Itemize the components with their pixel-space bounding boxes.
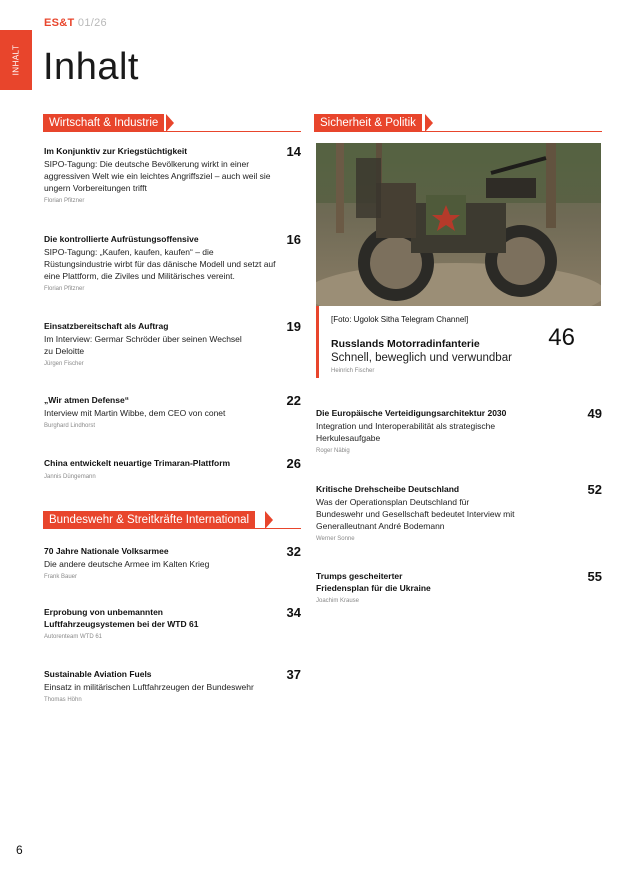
entry-page-number: 14 [286, 144, 301, 159]
entry-subtitle: Interview mit Martin Wibbe, dem CEO von conet [44, 407, 226, 418]
entry-author: Florian Pfitzner [44, 197, 85, 204]
entry-title: Sustainable Aviation Fuels [44, 669, 152, 679]
entry-subtitle: Was der Operationsplan Deutschland für Bundeswehr und Gesellschaft bedeutet Interview mit Generalleutnant André Bodemann [316, 496, 515, 531]
toc-entry[interactable] [44, 669, 294, 705]
section-arrow [265, 511, 273, 529]
entry-subtitle: Einsatz in militärischen Luftfahrzeugen der Bundeswehr [44, 681, 254, 692]
entry-title: Einsatzbereitschaft als Auftrag [44, 321, 169, 331]
entry-page-number: 34 [286, 605, 301, 620]
entry-title: Im Konjunktiv zur Kriegstüchtigkeit [44, 146, 188, 156]
toc-entry[interactable] [44, 607, 224, 642]
page-title: Inhalt [43, 46, 139, 88]
section-header-bundeswehr: Bundeswehr & Streitkräfte International [43, 511, 255, 529]
entry-title: „Wir atmen Defense“ [44, 395, 129, 405]
entry-title: Erprobung von unbemannten Luftfahrzeugsystemen bei der WTD 61 [44, 607, 199, 629]
section-rule [314, 131, 602, 132]
entry-author: Roger Näbig [316, 447, 350, 454]
entry-author: Florian Pfitzner [44, 285, 85, 292]
entry-page-number: 52 [587, 482, 602, 497]
entry-title: China entwickelt neuartige Trimaran-Plattform [44, 458, 231, 468]
feature-photo[interactable] [316, 143, 601, 306]
entry-page-number: 26 [286, 456, 301, 471]
entry-title: Trumps gescheiterter Friedensplan für die Ukraine [316, 571, 431, 593]
entry-author: Werner Sonne [316, 535, 355, 542]
entry-page-number: 16 [286, 232, 301, 247]
page-number: 6 [16, 843, 23, 857]
toc-entry[interactable] [316, 408, 546, 456]
toc-entry[interactable] [316, 571, 436, 606]
feature-title: Russlands Motorradinfanterie [331, 338, 480, 350]
section-header-sicherheit: Sicherheit & Politik [314, 114, 422, 132]
toc-entry[interactable] [44, 146, 284, 206]
toc-entry[interactable] [44, 395, 284, 431]
entry-author: Burghard Lindhorst [44, 422, 96, 429]
toc-entry[interactable] [44, 234, 284, 294]
side-tab-label: INHALT [11, 44, 21, 76]
section-arrow [166, 114, 174, 132]
section-header-wirtschaft: Wirtschaft & Industrie [43, 114, 164, 132]
entry-author: Jannis Düngemann [44, 473, 96, 480]
toc-entry[interactable] [44, 458, 284, 482]
entry-page-number: 49 [587, 406, 602, 421]
section-arrow [425, 114, 433, 132]
section-rule [43, 131, 301, 132]
entry-subtitle: SIPO-Tagung: „Kaufen, kaufen, kaufen“ – die Rüstungsindustrie wirbt für das dänische Modell und setzt auf eine Plattform, die Ziviles und Militärisches vereint. [44, 246, 276, 281]
feature-article[interactable] [316, 306, 601, 378]
entry-page-number: 37 [286, 667, 301, 682]
entry-page-number: 19 [286, 319, 301, 334]
section-rule [43, 528, 301, 529]
section-side-tab [0, 30, 32, 90]
brand-label: ES&T [44, 17, 75, 29]
feature-author: Heinrich Fischer [331, 368, 375, 374]
issue-label [44, 17, 107, 29]
entry-title: Die kontrollierte Aufrüstungsoffensive [44, 234, 199, 244]
issue-number: 01/26 [77, 17, 107, 29]
entry-author: Joachim Krause [316, 598, 360, 604]
motorcycle-photo [316, 143, 601, 306]
entry-title: 70 Jahre Nationale Volksarmee [44, 546, 169, 556]
entry-subtitle: Die andere deutsche Armee im Kalten Krieg [44, 558, 210, 569]
entry-subtitle: SIPO-Tagung: Die deutsche Bevölkerung wirkt in einer aggressiven Welt wie ein leichtes Angriffsziel – auch weil sie ungern Vorbereitungen trifft [44, 158, 271, 193]
entry-author: Jürgen Fischer [44, 360, 84, 367]
entry-title: Die Europäische Verteidigungsarchitektur 2030 [316, 408, 507, 418]
photo-credit: [Foto: Ugolok Sitha Telegram Channel] [331, 315, 469, 324]
entry-author: Autorenteam WTD 61 [44, 634, 103, 640]
entry-author: Thomas Höhn [44, 696, 82, 703]
toc-entry[interactable] [44, 546, 284, 582]
toc-entry[interactable] [44, 321, 244, 369]
entry-author: Frank Bauer [44, 573, 78, 580]
feature-page-number: 46 [548, 324, 575, 351]
entry-title: Kritische Drehscheibe Deutschland [316, 484, 460, 494]
entry-subtitle: Im Interview: Germar Schröder über seinen Wechsel zu Deloitte [44, 333, 242, 356]
entry-page-number: 22 [286, 393, 301, 408]
toc-entry[interactable] [316, 484, 516, 544]
entry-subtitle: Integration und Interoperabilität als strategische Herkulesaufgabe [316, 420, 496, 443]
entry-page-number: 55 [587, 569, 602, 584]
entry-page-number: 32 [286, 544, 301, 559]
feature-subtitle: Schnell, beweglich und verwundbar [331, 352, 512, 364]
